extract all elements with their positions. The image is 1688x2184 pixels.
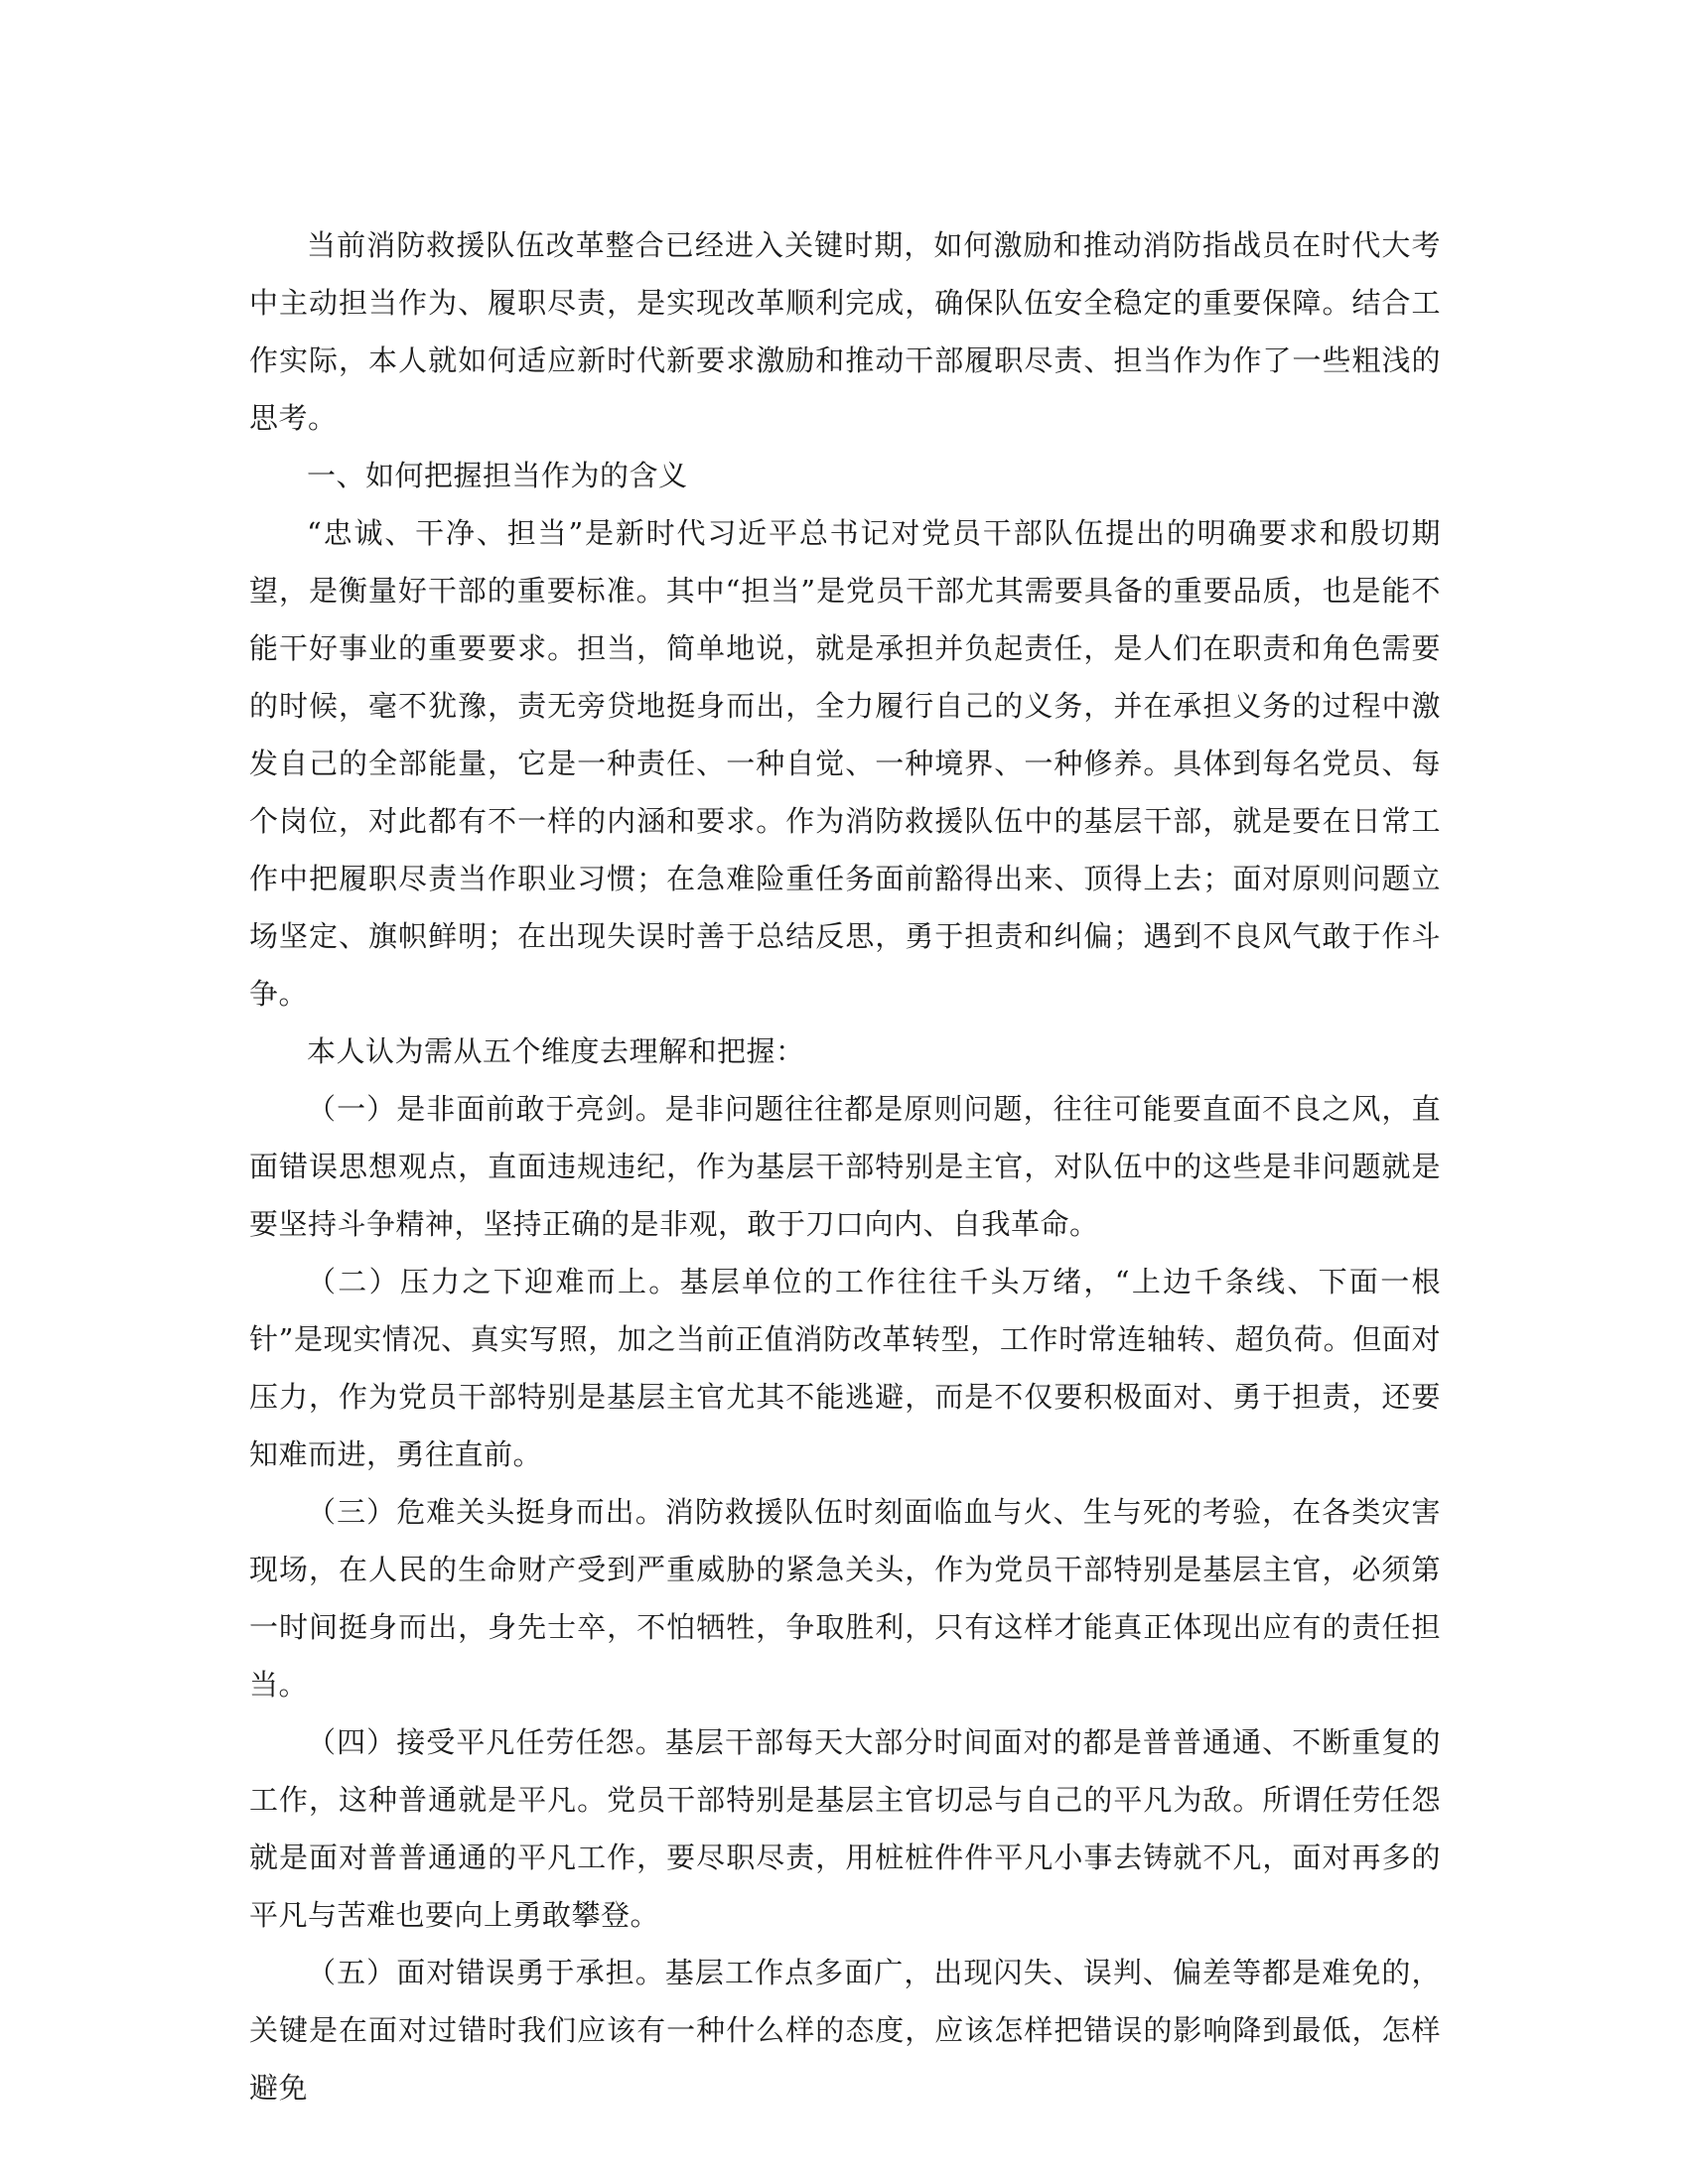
- dimension-4-paragraph: （四）接受平凡任劳任怨。基层干部每天大部分时间面对的都是普普通通、不断重复的工作，这种普通就是平凡。党员干部特别是基层主官切忌与自己的平凡为敌。所谓任劳任怨就是面对普普通通的平凡工作，要尽职尽责，用桩桩件件平凡小事去铸就不凡，面对再多的平凡与苦难也要向上勇敢攀登。: [249, 1725, 1441, 1932]
- dimension-5-paragraph: （五）面对错误勇于承担。基层工作点多面广，出现闪失、误判、偏差等都是难免的，关键是在面对过错时我们应该有一种什么样的态度，应该怎样把错误的影响降到最低，怎样避免: [249, 1956, 1441, 2105]
- intro-paragraph: 当前消防救援队伍改革整合已经进入关键时期，如何激励和推动消防指战员在时代大考中主动担当作为、履职尽责，是实现改革顺利完成，确保队伍安全稳定的重要保障。结合工作实际，本人就如何适应新时代新要求激励和推动干部履职尽责、担当作为作了一些粗浅的思考。: [249, 228, 1441, 435]
- section-heading-1: 一、如何把握担当作为的含义: [307, 459, 688, 492]
- dimension-1-paragraph: （一）是非面前敢于亮剑。是非问题往往都是原则问题，往往可能要直面不良之风，直面错误思想观点，直面违规违纪，作为基层干部特别是主官，对队伍中的这些是非问题就是要坚持斗争精神，坚持正确的是非观，敢于刀口向内、自我革命。: [249, 1092, 1441, 1241]
- definition-paragraph: “忠诚、干净、担当”是新时代习近平总书记对党员干部队伍提出的明确要求和殷切期望，是衡量好干部的重要标准。其中“担当”是党员干部尤其需要具备的重要品质，也是能不能干好事业的重要要求。担当，简单地说，就是承担并负起责任，是人们在职责和角色需要的时候，毫不犹豫，责无旁贷地挺身而出，全力履行自己的义务，并在承担义务的过程中激发自己的全部能量，它是一种责任、一种自觉、一种境界、一种修养。具体到每名党员、每个岗位，对此都有不一样的内涵和要求。作为消防救援队伍中的基层干部，就是要在日常工作中把履职尽责当作职业习惯；在急难险重任务面前豁得出来、顶得上去；面对原则问题立场坚定、旗帜鲜明；在出现失误时善于总结反思，勇于担责和纠偏；遇到不良风气敢于作斗争。: [249, 516, 1441, 1011]
- dimension-3-paragraph: （三）危难关头挺身而出。消防救援队伍时刻面临血与火、生与死的考验，在各类灾害现场，在人民的生命财产受到严重威胁的紧急关头，作为党员干部特别是基层主官，必须第一时间挺身而出，身先士卒，不怕牺牲，争取胜利，只有这样才能真正体现出应有的责任担当。: [249, 1495, 1441, 1702]
- dimensions-intro-paragraph: 本人认为需从五个维度去理解和把握：: [307, 1034, 805, 1068]
- dimension-2-paragraph: （二）压力之下迎难而上。基层单位的工作往往千头万绪，“上边千条线、下面一根针”是现实情况、真实写照，加之当前正值消防改革转型，工作时常连轴转、超负荷。但面对压力，作为党员干部特别是基层主官尤其不能逃避，而是不仅要积极面对、勇于担责，还要知难而进，勇往直前。: [249, 1265, 1441, 1471]
- document-body: [249, 216, 1441, 2116]
